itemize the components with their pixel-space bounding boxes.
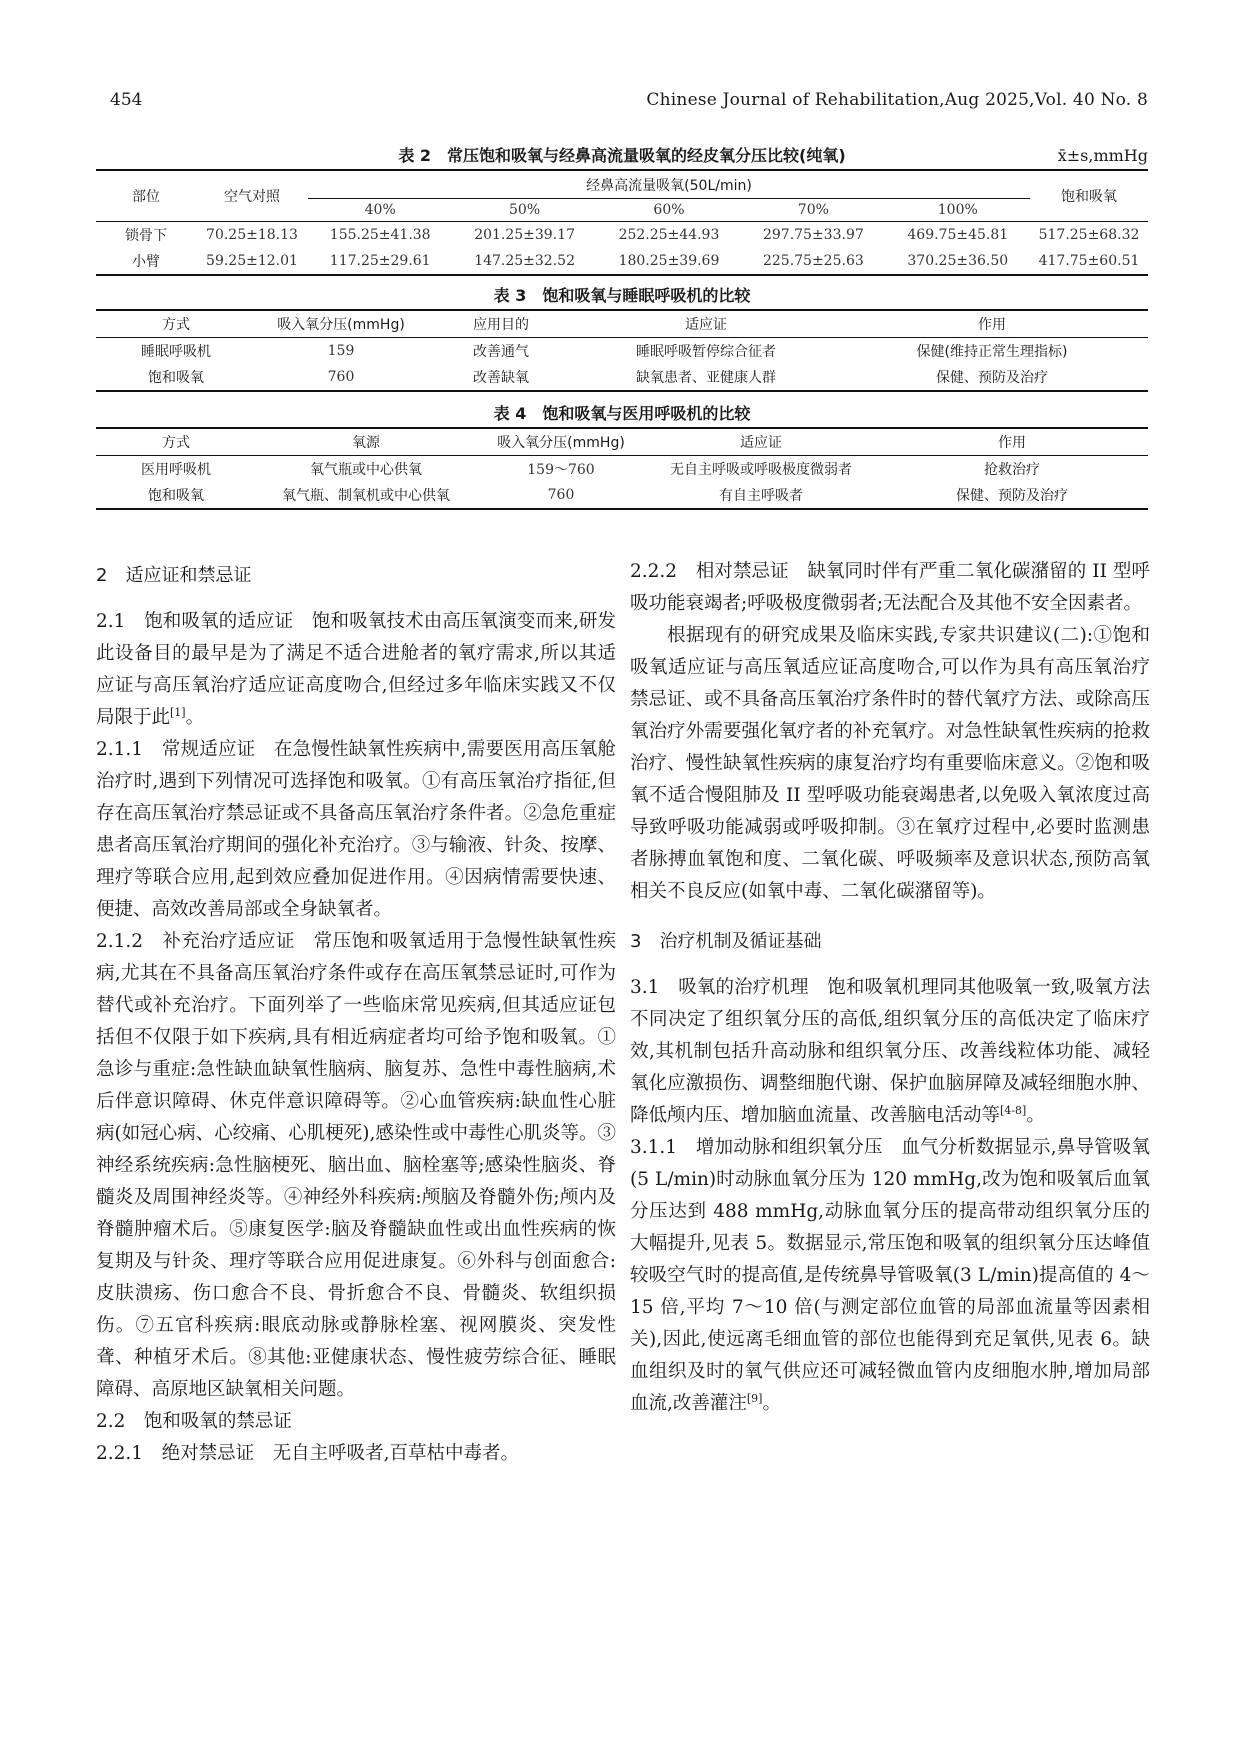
paragraph-text: 2.1 饱和吸氧的适应证 饱和吸氧技术由高压氧演变而来,研发此设备目的最早是为了满足不适合进舱者的氧疗需求,所以其适应证与高压氧治疗适应证高度吻合,但经过多年临床实践又不仅局限于此 [96, 611, 616, 728]
table-2-sub-col: 60% [597, 199, 741, 222]
table-cell: 氧气瓶、制氧机或中心供氧 [282, 488, 450, 504]
citation: [4-8] [1000, 1103, 1027, 1117]
table-2-grid [96, 169, 1148, 276]
table-cell: 155.25±41.38 [329, 227, 431, 243]
table-4-title: 表 4 饱和吸氧与医用呼吸机的比较 [493, 404, 751, 423]
table-cell: 117.25±29.61 [329, 253, 431, 269]
table-cell: 缺氧患者、亚健康人群 [636, 370, 776, 386]
table-cell: 180.25±39.69 [618, 253, 720, 269]
table-2-sub-col: 40% [308, 199, 452, 222]
table-cell: 无自主呼吸或呼吸极度微弱者 [670, 462, 852, 478]
paragraph-2-2: 2.2 饱和吸氧的禁忌证 [96, 1411, 292, 1432]
right-column [630, 556, 1150, 1420]
table-4-grid [96, 427, 1148, 510]
paragraph-end: 。 [762, 1393, 781, 1414]
table-3-header: 适应证 [576, 310, 836, 338]
table-4-header: 作用 [876, 428, 1148, 456]
table-cell: 锁骨下 [125, 228, 167, 244]
table-cell: 159 [327, 343, 355, 359]
table-2-col-sat: 饱和吸氧 [1030, 170, 1148, 222]
table-cell: 760 [327, 369, 355, 385]
table-cell: 氧气瓶或中心供氧 [310, 462, 422, 478]
table-2-col-air: 空气对照 [196, 170, 308, 222]
table-cell: 抢救治疗 [984, 462, 1040, 478]
table-2-sub-col: 50% [452, 199, 596, 222]
table-2-sub-col: 70% [741, 199, 885, 222]
table-cell: 饱和吸氧 [148, 370, 204, 386]
paragraph-3-1 [630, 972, 1150, 1132]
table-row [96, 482, 1148, 509]
table-cell: 147.25±32.52 [474, 253, 575, 269]
table-3-header: 作用 [836, 310, 1148, 338]
table-3 [96, 283, 1148, 392]
table-cell: 225.75±25.63 [762, 253, 864, 269]
table-cell: 760 [547, 487, 575, 503]
table-4-header: 方式 [96, 428, 256, 456]
table-cell: 改善通气 [473, 344, 529, 360]
citation: [1] [170, 705, 186, 719]
table-2-col-site: 部位 [96, 170, 196, 222]
table-2-sub-col: 100% [886, 199, 1030, 222]
paragraph-end: 。 [1026, 1105, 1045, 1126]
table-cell: 297.75±33.97 [762, 227, 864, 243]
table-cell: 医用呼吸机 [141, 462, 211, 478]
table-3-header: 应用目的 [426, 310, 576, 338]
table-cell: 517.25±68.32 [1038, 227, 1140, 243]
table-cell: 252.25±44.93 [618, 227, 720, 243]
paragraph-consensus: 根据现有的研究成果及临床实践,专家共识建议(二):①饱和吸氧适应证与高压氧适应证高度吻合,可以作为具有高压氧治疗禁忌证、或不具备高压氧治疗条件时的替代氧疗方法、或除高压氧治疗外需要强化氧疗者的补充氧疗。对急性缺氧性疾病的抢救治疗、慢性缺氧性疾病的康复治疗均有重要临床意义。②饱和吸氧不适合慢阻肺及 II 型呼吸功能衰竭患者,以免吸入氧浓度过高导致呼吸功能减弱或呼吸抑制。③在氧疗过程中,必要时监测患者脉搏血氧饱和度、二氧化碳、呼吸频率及意识状态,预防高氧相关不良反应(如氧中毒、二氧化碳潴留等)。 [630, 625, 1150, 902]
table-cell: 469.75±45.81 [907, 227, 1009, 243]
section-heading-2: 2 适应证和禁忌证 [96, 565, 252, 586]
table-3-grid [96, 309, 1148, 392]
paragraph-2-1-2: 2.1.2 补充治疗适应证 常压饱和吸氧适用于急慢性缺氧性疾病,尤其在不具备高压氧治疗条件或存在高压氧禁忌证时,可作为替代或补充治疗。下面列举了一些临床常见疾病,但其适应证包括但不仅限于如下疾病,具有相近病症者均可给予饱和吸氧。①急诊与重症:急性缺血缺氧性脑病、脑复苏、急性中毒性脑病,术后伴意识障碍、休克伴意识障碍等。②心血管疾病:缺血性心脏病(如冠心病、心绞痛、心肌梗死),感染性或中毒性心肌炎等。③神经系统疾病:急性脑梗死、脑出血、脑栓塞等;感染性脑炎、脊髓炎及周围神经炎等。④神经外科疾病:颅脑及脊髓外伤;颅内及脊髓肿瘤术后。⑤康复医学:脑及脊髓缺血性或出血性疾病的恢复期及与针灸、理疗等联合应用促进康复。⑥外科与创面愈合:皮肤溃疡、伤口愈合不良、骨折愈合不良、骨髓炎、软组织损伤。⑦五官科疾病:眼底动脉或静脉栓塞、视网膜炎、突发性聋、种植牙术后。⑧其他:亚健康状态、慢性疲劳综合征、睡眠障碍、高原地区缺氧相关问题。 [96, 931, 616, 1400]
running-head: Chinese Journal of Rehabilitation,Aug 2025,Vol. 40 No. 8 [646, 90, 1148, 110]
table-row [96, 248, 1148, 275]
table-4 [96, 401, 1148, 510]
paragraph-text: 3.1.1 增加动脉和组织氧分压 血气分析数据显示,鼻导管吸氧(5 L/min)时动脉血氧分压为 120 mmHg,改为饱和吸氧后血氧分压达到 488 mmHg,动脉血氧分压的提高带动组织氧分压的大幅提升,见表 5。数据显示,常压饱和吸氧的组织氧分压达峰值较吸空气时的提高值,是传统鼻导管吸氧(3 L/min)提高值的 4～15 倍,平均 7～10 倍(与测定部位血管的局部血流量等因素相关),因此,使远离毛细血管的部位也能得到充足氧供,见表 6。缺血组织及时的氧气供应还可减轻微血管内皮细胞水肿,增加局部血流,改善灌注 [630, 1137, 1150, 1414]
table-4-header: 适应证 [646, 428, 876, 456]
table-cell: 睡眠呼吸暂停综合征者 [636, 344, 776, 360]
table-row [96, 338, 1148, 365]
table-cell: 70.25±18.13 [206, 227, 298, 243]
table-3-title: 表 3 饱和吸氧与睡眠呼吸机的比较 [493, 286, 751, 305]
table-cell: 370.25±36.50 [907, 253, 1009, 269]
table-cell: 159～760 [527, 462, 595, 478]
page-number: 454 [110, 90, 143, 110]
table-4-header: 氧源 [256, 428, 476, 456]
table-3-header: 方式 [96, 310, 256, 338]
table-4-header: 吸入氧分压(mmHg) [476, 428, 646, 456]
paragraph-end: 。 [185, 707, 205, 728]
paragraph-2-1 [96, 606, 616, 734]
paragraph-2-1-1: 2.1.1 常规适应证 在急慢性缺氧性疾病中,需要医用高压氧舱治疗时,遇到下列情况可选择饱和吸氧。①有高压氧治疗指征,但存在高压氧治疗禁忌证或不具备高压氧治疗条件者。②急危重症患者高压氧治疗期间的强化补充治疗。③与输液、针灸、按摩、理疗等联合应用,起到效应叠加促进作用。④因病情需要快速、便捷、高效改善局部或全身缺氧者。 [96, 739, 616, 920]
table-cell: 小臂 [132, 254, 160, 270]
table-2-unit: x̄±s,mmHg [1057, 146, 1148, 165]
table-cell: 饱和吸氧 [148, 488, 204, 504]
table-2-col-group: 经鼻高流量吸氧(50L/min) [308, 170, 1030, 199]
table-3-header: 吸入氧分压(mmHg) [256, 310, 426, 338]
table-row [96, 222, 1148, 249]
table-2-title [96, 143, 1148, 169]
table-row [96, 364, 1148, 391]
table-row [96, 456, 1148, 483]
citation: [9] [746, 1391, 763, 1405]
table-cell: 保健、预防及治疗 [936, 370, 1048, 386]
table-cell: 201.25±39.17 [474, 227, 575, 243]
table-2-title-text: 表 2 常压饱和吸氧与经鼻高流量吸氧的经皮氧分压比较(纯氧) [398, 146, 846, 165]
left-column [96, 556, 616, 1470]
paragraph-3-1-1 [630, 1132, 1150, 1420]
paragraph-2-2-1: 2.2.1 绝对禁忌证 无自主呼吸者,百草枯中毒者。 [96, 1443, 519, 1464]
table-2 [96, 143, 1148, 276]
table-cell: 417.75±60.51 [1038, 253, 1140, 269]
table-cell: 改善缺氧 [473, 370, 529, 386]
table-cell: 睡眠呼吸机 [141, 344, 211, 360]
table-cell: 保健(维持正常生理指标) [916, 344, 1068, 360]
table-cell: 59.25±12.01 [206, 253, 298, 269]
table-cell: 保健、预防及治疗 [956, 488, 1068, 504]
paragraph-text: 3.1 吸氧的治疗机理 饱和吸氧机理同其他吸氧一致,吸氧方法不同决定了组织氧分压的高低,组织氧分压的高低决定了临床疗效,其机制包括升高动脉和组织氧分压、改善线粒体功能、减轻氧化应激损伤、调整细胞代谢、保护血脑屏障及减轻细胞水肿、降低颅内压、增加脑血流量、改善脑电活动等 [630, 977, 1150, 1126]
table-cell: 有自主呼吸者 [719, 488, 803, 504]
section-heading-3: 3 治疗机制及循证基础 [630, 931, 822, 952]
paragraph-2-2-2: 2.2.2 相对禁忌证 缺氧同时伴有严重二氧化碳潴留的 II 型呼吸功能衰竭者;呼吸极度微弱者;无法配合及其他不安全因素者。 [630, 561, 1150, 614]
